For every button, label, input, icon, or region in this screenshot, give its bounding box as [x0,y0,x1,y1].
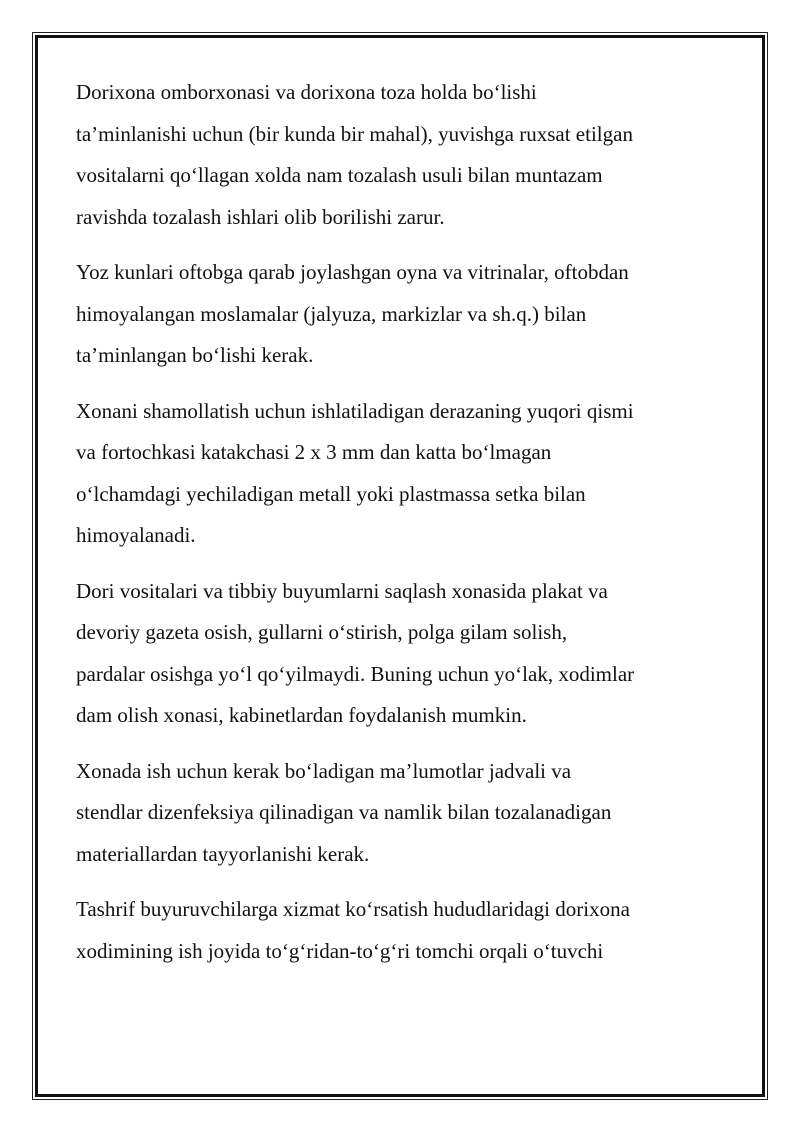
paragraph-4 [76,571,736,737]
paragraph-2 [76,252,736,377]
text-line: va fortochkasi katakchasi 2 x 3 mm dan katta boʻlmagan [76,440,552,464]
text-line: dam olish xonasi, kabinetlardan foydalanish mumkin. [76,703,527,727]
text-line: devoriy gazeta osish, gullarni oʻstirish, polga gilam solish, [76,620,568,644]
text-line: Xonada ish uchun kerak boʻladigan ma’lumotlar jadvali va [76,758,572,783]
text-line: oʻlchamdagi yechiladigan metall yoki plastmassa setka bilan [76,481,586,506]
paragraph-1 [76,72,736,238]
text-line: Xonani shamollatish uchun ishlatiladigan derazaning yuqori qismi [76,398,634,423]
paragraph-5 [76,751,736,876]
text-line: ta’minlanishi uchun (bir kunda bir mahal), yuvishga ruxsat etilgan [76,121,633,146]
text-line: materiallardan tayyorlanishi kerak. [76,841,370,866]
text-line: xodimining ish joyida toʻgʻridan-toʻgʻri tomchi orqali oʻtuvchi [76,938,604,963]
text-line: ta’minlangan boʻlishi kerak. [76,343,314,367]
paragraph-3 [76,391,736,557]
paragraph-6 [76,889,736,972]
text-line: stendlar dizenfeksiya qilinadigan va namlik bilan tozalanadigan [76,800,612,824]
text-line: Dorixona omborxonasi va dorixona toza holda boʻlishi [76,80,537,104]
text-line: Tashrif buyuruvchilarga xizmat koʻrsatish hududlaridagi dorixona [76,897,630,921]
text-line: vositalarni qoʻllagan xolda nam tozalash usuli bilan muntazam [76,163,603,187]
text-line: pardalar osishga yoʻl qoʻyilmaydi. Buning uchun yoʻlak, xodimlar [76,661,635,686]
text-line: Yoz kunlari oftobga qarab joylashgan oyna va vitrinalar, oftobdan [76,260,629,284]
text-line: ravishda tozalash ishlari olib borilishi zarur. [76,204,445,229]
text-line: Dori vositalari va tibbiy buyumlarni saqlash xonasida plakat va [76,578,608,603]
document-body [76,72,736,986]
text-line: himoyalanadi. [76,523,196,547]
text-line: himoyalangan moslamalar (jalyuza, markizlar va sh.q.) bilan [76,301,587,326]
